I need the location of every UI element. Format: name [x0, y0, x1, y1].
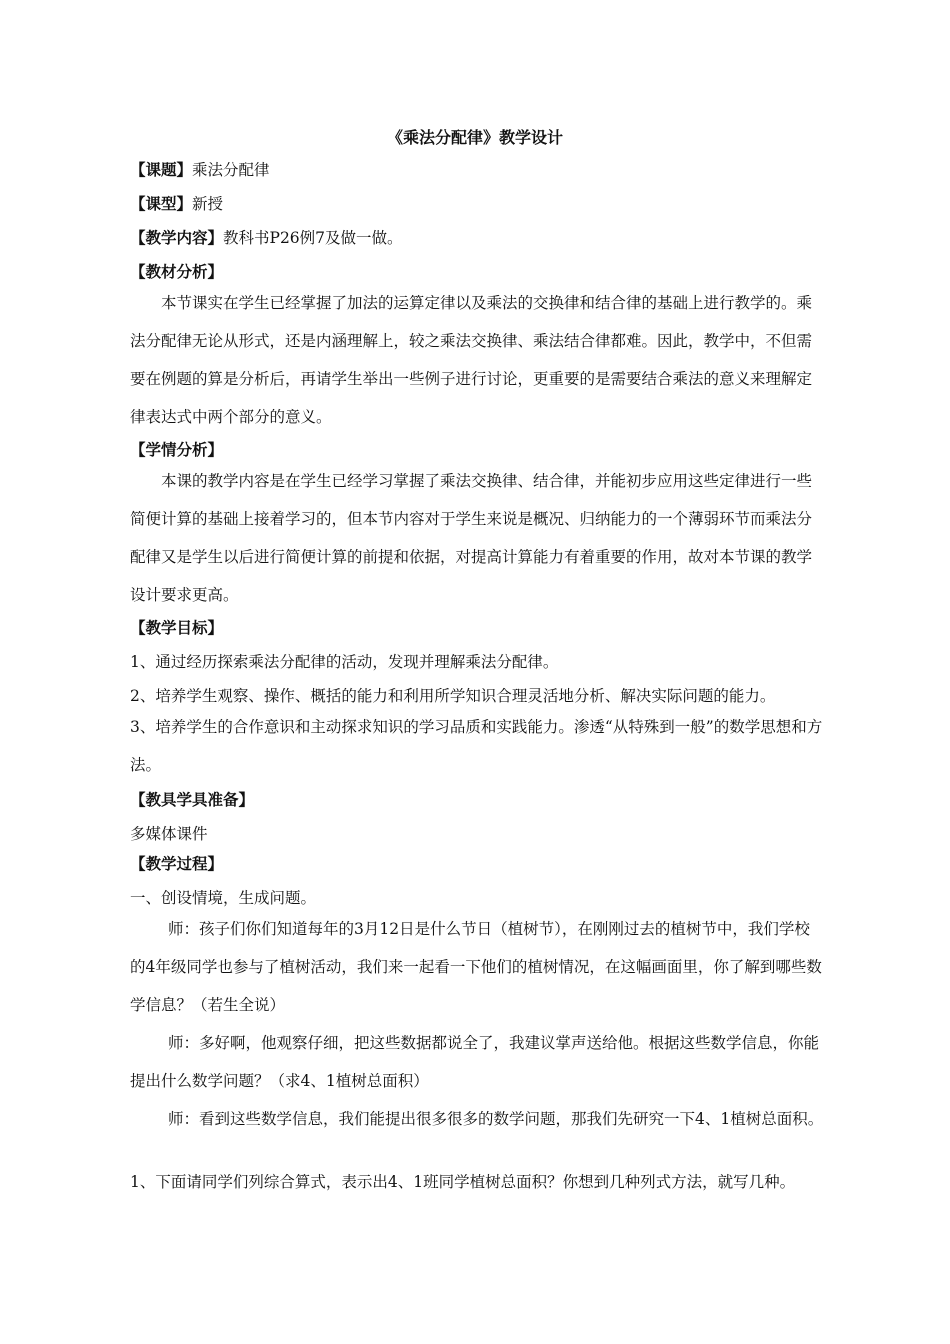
content-line	[130, 226, 825, 250]
step-item-1: 1、下面请同学们列综合算式，表示出4、1班同学植树总面积？你想到几种列式方法，就写几种。	[130, 1173, 796, 1191]
tools-heading: 【教具学具准备】	[130, 790, 255, 809]
topic-heading: 【课题】	[130, 160, 193, 179]
goal-item-1: 1、通过经历探索乘法分配律的活动，发现并理解乘法分配律。	[130, 653, 559, 671]
page-title: 《乘法分配律》教学设计	[386, 128, 563, 147]
type-line	[130, 192, 825, 216]
content-value: 教科书P26例7及做一做。	[223, 229, 403, 247]
goal-item-3: 3、培养学生的合作意识和主动探求知识的学习品质和实践能力。渗透“从特殊到一般”的数学思想和方法。	[130, 718, 823, 774]
teacher-paragraph-1: 师：孩子们你们知道每年的3月12日是什么节日（植树节），在刚刚过去的植树节中，我们学校的4年级同学也参与了植树活动，我们来一起看一下他们的植树情况，在这幅画面里，你了解到哪些数学信息？（若生全说）	[130, 920, 822, 1014]
student-heading: 【学情分析】	[130, 440, 224, 459]
topic-line	[130, 158, 825, 182]
topic-value: 乘法分配律	[192, 161, 270, 179]
content-heading: 【教学内容】	[130, 228, 224, 247]
process-heading: 【教学过程】	[130, 854, 224, 873]
type-heading: 【课型】	[130, 194, 193, 213]
type-value: 新授	[192, 195, 224, 213]
tools-value: 多媒体课件	[130, 825, 208, 843]
student-paragraph: 本课的教学内容是在学生已经学习掌握了乘法交换律、结合律，并能初步应用这些定律进行一些简便计算的基础上接着学习的，但本节内容对于学生来说是概况、归纳能力的一个薄弱环节而乘法分配律又是学生以后进行简便计算的前提和依据，对提高计算能力有着重要的作用，故对本节课的教学设计要求更高。	[130, 472, 813, 604]
goal-heading: 【教学目标】	[130, 618, 224, 637]
teacher-paragraph-3: 师：看到这些数学信息，我们能提出很多很多的数学问题，那我们先研究一下4、1植树总面积。	[168, 1110, 824, 1128]
material-heading: 【教材分析】	[130, 262, 224, 281]
goal-item-2: 2、培养学生观察、操作、概括的能力和利用所学知识合理灵活地分析、解决实际问题的能力。	[130, 687, 776, 705]
teacher-paragraph-2: 师：多好啊，他观察仔细，把这些数据都说全了，我建议掌声送给他。根据这些数学信息，你能提出什么数学问题？（求4、1植树总面积）	[130, 1034, 820, 1090]
process-step-1: 一、创设情境，生成问题。	[130, 889, 317, 907]
material-paragraph: 本节课实在学生已经掌握了加法的运算定律以及乘法的交换律和结合律的基础上进行教学的。乘法分配律无论从形式，还是内涵理解上，较之乘法交换律、乘法结合律都难。因此，教学中，不但需要在例题的算是分析后，再请学生举出一些例子进行讨论，更重要的是需要结合乘法的意义来理解定律表达式中两个部分的意义。	[130, 294, 813, 426]
